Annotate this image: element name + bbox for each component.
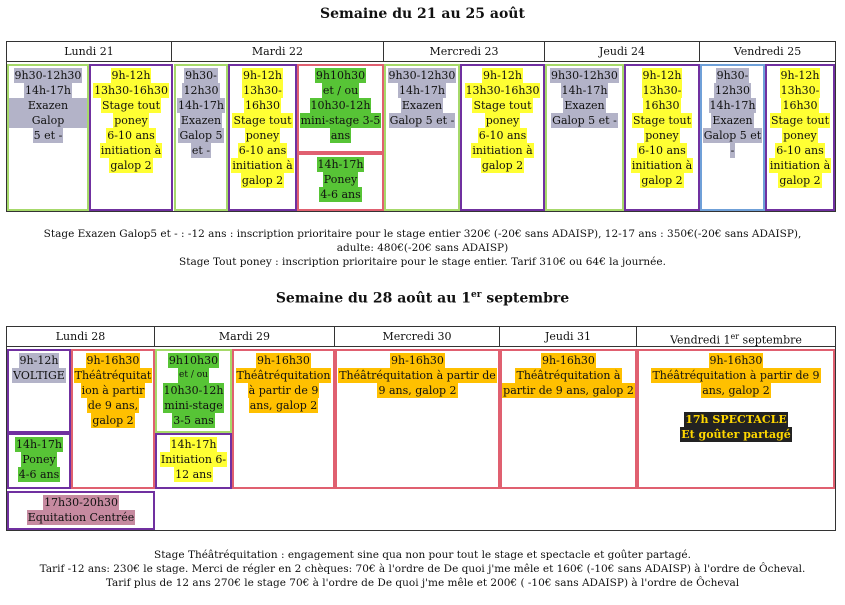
- line: 14h-17h: [178, 99, 224, 112]
- line: à partir de 9: [248, 384, 319, 397]
- line: 9h-16h30: [542, 354, 595, 367]
- line: Galop 5 et -: [552, 114, 617, 127]
- week1-title: Semaine du 21 au 25 août: [320, 6, 525, 22]
- line: initiation à: [232, 159, 293, 172]
- line: Exazen: [564, 99, 605, 112]
- line: 9h-16h30: [86, 354, 140, 367]
- line: 3-5 ans: [173, 414, 214, 427]
- line: 9h10h30: [168, 354, 219, 367]
- line: 14h-17h: [16, 438, 62, 451]
- line: 9h-16h30: [391, 354, 444, 367]
- line: 9h30-12h30: [551, 69, 618, 82]
- line: 9h-16h30: [709, 354, 763, 367]
- line: 16h30: [782, 99, 818, 112]
- line: Stage tout: [632, 114, 692, 127]
- line: 14h-17h: [709, 99, 756, 112]
- line: poney: [783, 129, 817, 142]
- line: ans, galop 2: [249, 399, 318, 412]
- week2-title-end: septembre: [481, 290, 570, 307]
- line: 13h30-: [642, 84, 682, 97]
- line: Théâtréquitation à partir de 9: [652, 369, 820, 382]
- line: Stage tout: [101, 99, 161, 112]
- line: Exazen: [401, 99, 443, 112]
- line: mini-stage 3-5: [300, 114, 381, 127]
- week2-day-friday: [637, 327, 835, 347]
- w1-tue-tout-poney: [228, 64, 297, 211]
- line: Stage tout: [770, 114, 830, 127]
- line: 13h30-16h30: [94, 84, 168, 97]
- w1-tue-poney: [297, 153, 384, 211]
- week1-schedule: [6, 41, 836, 212]
- line: poney: [485, 114, 520, 127]
- week2-title: [0, 290, 845, 307]
- line: 12h30: [714, 84, 751, 97]
- line: initiation à: [631, 159, 693, 172]
- w2-mon-poney: [7, 433, 71, 489]
- line: Equitation Centrée: [27, 511, 135, 524]
- w2-tue-theatre: [232, 349, 335, 489]
- week2-day-monday: Lundi 28: [7, 327, 155, 347]
- line: 14h-17h: [25, 84, 71, 97]
- week1-day-monday: Lundi 21: [7, 42, 172, 62]
- spectacle-line: Et goûter partagé: [681, 428, 791, 441]
- w1-mon-exazen: [7, 64, 89, 211]
- line: 9h-12h: [780, 69, 820, 82]
- line: 16h30: [244, 99, 281, 112]
- line: 12h30: [183, 84, 219, 97]
- line: et -: [191, 144, 211, 157]
- line: 9h30-: [716, 69, 749, 82]
- line: partir de 9 ans, galop 2: [503, 384, 634, 397]
- line: 9h30-12h30: [388, 69, 456, 82]
- line: poney: [245, 129, 280, 142]
- line: Théâtréquitation à partir de: [339, 369, 496, 382]
- line: 4-6 ans: [18, 468, 60, 481]
- line: de 9 ans,: [87, 399, 139, 412]
- fri-sup: er: [730, 332, 740, 341]
- w1-tue-exazen: [174, 64, 228, 211]
- week1-day-thursday: Jeudi 24: [545, 42, 700, 62]
- note-line: adulte: 480€(-20€ sans ADAISP): [336, 242, 509, 254]
- line: Théâtréquitation à: [516, 369, 621, 382]
- week1-notes: [0, 227, 845, 269]
- line: 9h-12h: [642, 69, 682, 82]
- line: VOLTIGE: [13, 369, 65, 382]
- w2-wed-theatre: [335, 349, 500, 489]
- w2-thu-theatre: [500, 349, 637, 489]
- line: 14h-17h: [170, 438, 217, 451]
- line: 12 ans: [175, 468, 212, 481]
- line: 6-10 ans: [107, 129, 155, 142]
- line: 14h-17h: [399, 84, 445, 97]
- line: galop 2: [779, 174, 821, 187]
- line: Galop 5 et: [703, 129, 762, 142]
- line: 17h30-20h30: [44, 496, 118, 509]
- line: 4-6 ans: [320, 188, 361, 201]
- line: 9h-12h: [483, 69, 522, 82]
- line: Exazen: [180, 114, 222, 127]
- w2-fri-theatre: [637, 349, 835, 489]
- w2-tue-initiation: [155, 433, 232, 489]
- line: Théâtréquitat: [74, 369, 152, 382]
- week2-title-main: Semaine du 28 août au 1: [275, 290, 471, 307]
- week1-day-friday: Vendredi 25: [700, 42, 835, 62]
- line: galop 2: [641, 174, 683, 187]
- line: et / ou: [322, 84, 359, 97]
- week2-schedule: [6, 326, 836, 531]
- line: 9h30-: [185, 69, 217, 82]
- line: Exazen: [712, 114, 753, 127]
- line: 9h30-12h30: [14, 69, 82, 82]
- w2-tue-mini-stage: [155, 349, 232, 433]
- line: 6-10 ans: [238, 144, 287, 157]
- line: 14h-17h: [561, 84, 608, 97]
- note-line: Stage Théâtréquitation : engagement sine qua non pour tout le stage et spectacle et goûter partagé.: [154, 549, 691, 561]
- w1-fri-exazen: [700, 64, 765, 211]
- line: poney: [114, 114, 148, 127]
- line: galop 2: [92, 414, 134, 427]
- line: 9h-12h: [111, 69, 151, 82]
- week2-day-tuesday: Mardi 29: [155, 327, 335, 347]
- line: ans: [330, 129, 351, 142]
- fri-main: Vendredi 1: [670, 333, 731, 347]
- line: 13h30-: [243, 84, 282, 97]
- line: 9h-12h: [243, 69, 282, 82]
- line: 13h30-: [780, 84, 820, 97]
- line: Théâtréquitation: [236, 369, 331, 382]
- line: 6-10 ans: [776, 144, 824, 157]
- line: ion à partir: [81, 384, 145, 397]
- line: Initiation 6-: [160, 453, 227, 466]
- line: 5 et -: [33, 129, 63, 142]
- w2-mon-theatre: [71, 349, 155, 489]
- line: Galop 5: [179, 129, 223, 142]
- w1-fri-tout-poney: [765, 64, 835, 211]
- line: 10h30-12h: [310, 99, 371, 112]
- line: -: [730, 144, 735, 157]
- week2-notes: [0, 548, 845, 590]
- line: 13h30-16h30: [465, 84, 540, 97]
- line: poney: [645, 129, 679, 142]
- spectacle-line: 17h SPECTACLE: [685, 413, 787, 426]
- w1-wed-exazen: [384, 64, 460, 211]
- w2-mon-equitation: [7, 491, 155, 530]
- line: 9h-16h30: [257, 354, 310, 367]
- line: 16h30: [644, 99, 680, 112]
- line: initiation à: [100, 144, 162, 157]
- w1-mon-tout-poney: [89, 64, 173, 211]
- line: Exazen Galop: [9, 98, 87, 128]
- w1-wed-tout-poney: [460, 64, 545, 211]
- line: galop 2: [481, 159, 524, 172]
- line: initiation à: [769, 159, 831, 172]
- line: 6-10 ans: [638, 144, 686, 157]
- note-line: Stage Tout poney : inscription prioritaire pour le stage entier. Tarif 310€ ou 64€ la journée.: [179, 256, 666, 268]
- line: 14h-17h: [317, 158, 364, 171]
- note-line: Tarif -12 ans: 230€ le stage. Merci de régler en 2 chèques: 70€ à l'ordre de De quoi j'me mêle et 160€ (-10€ sans ADAISP) à l'ordre de Ôcheval.: [39, 563, 806, 575]
- week2-day-wednesday: Mercredi 30: [335, 327, 500, 347]
- week1-day-wednesday: Mercredi 23: [384, 42, 545, 62]
- line: Poney: [22, 453, 56, 466]
- line: galop 2: [241, 174, 284, 187]
- line: galop 2: [110, 159, 152, 172]
- w1-thu-exazen: [545, 64, 624, 211]
- line: 9h-12h: [19, 354, 59, 367]
- line: 6-10 ans: [478, 129, 527, 142]
- line: 9h10h30: [315, 69, 366, 82]
- week2-day-thursday: Jeudi 31: [500, 327, 637, 347]
- w1-thu-tout-poney: [624, 64, 700, 211]
- w1-tue-mini-stage: [297, 64, 384, 153]
- line: Poney: [323, 173, 358, 186]
- line: ans, galop 2: [702, 384, 770, 397]
- week2-title-sup: er: [471, 290, 482, 300]
- line: Stage tout: [473, 99, 532, 112]
- line: initiation à: [472, 144, 533, 157]
- line: mini-stage: [164, 399, 223, 412]
- line: Galop 5 et -: [389, 114, 455, 127]
- note-line: Tarif plus de 12 ans 270€ le stage 70€ à l'ordre de De quoi j'me mêle et 200€ ( -10€ sans ADAISP) à l'ordre de Ôcheval: [105, 577, 740, 589]
- week1-day-tuesday: Mardi 22: [172, 42, 384, 62]
- fri-end: septembre: [739, 333, 802, 347]
- line: 10h30-12h: [163, 384, 224, 397]
- line: et / ou: [178, 368, 209, 383]
- note-line: Stage Exazen Galop5 et - : -12 ans : inscription prioritaire pour le stage entier 320€ (-20€ sans ADAISP), 12-17 ans : 350€(-20€ sans ADAISP),: [43, 228, 802, 240]
- line: Stage tout: [233, 114, 292, 127]
- w2-mon-voltige: [7, 349, 71, 433]
- line: 9 ans, galop 2: [378, 384, 457, 397]
